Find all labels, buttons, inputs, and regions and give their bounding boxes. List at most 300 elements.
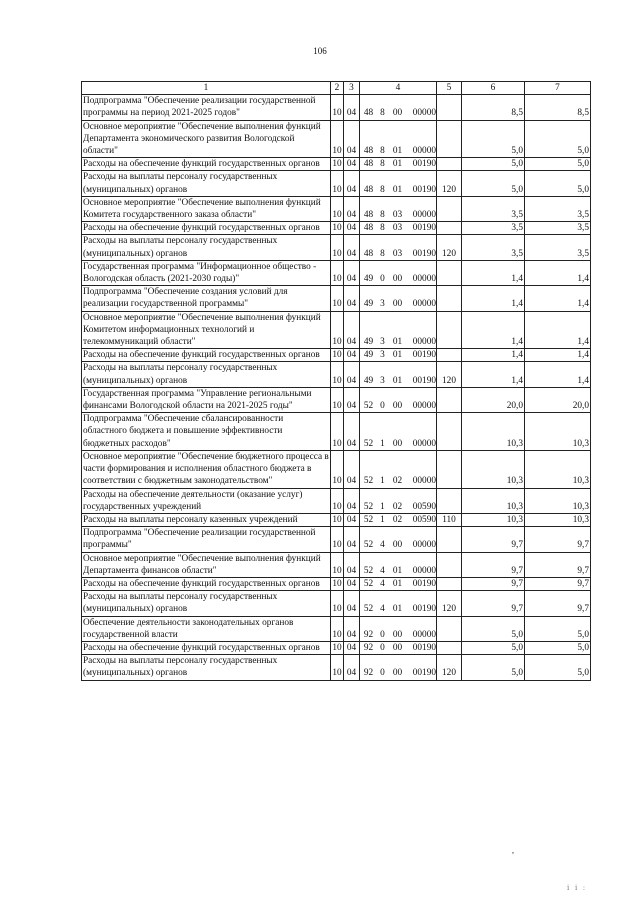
row-name: Государственная программа "Информационное общество - Вологодская область (2021-2030 годы)" <box>82 260 331 285</box>
subprogram-code: 1 <box>380 501 385 512</box>
target-article-code <box>360 120 437 158</box>
program-code: 48 <box>363 159 374 170</box>
subprogram-code: 3 <box>380 299 385 310</box>
direction-code: 00190 <box>412 375 436 386</box>
amount-col-7: 1,4 <box>525 311 591 349</box>
section-code: 10 <box>331 286 344 311</box>
subprogram-code: 8 <box>380 248 385 259</box>
target-article-code <box>360 450 437 488</box>
row-name: Подпрограмма "Обеспечение реализации государственной программы" <box>82 527 331 552</box>
amount-col-6: 10,3 <box>462 450 525 488</box>
direction-code: 00190 <box>412 248 436 259</box>
amount-col-6: 5,0 <box>462 616 525 641</box>
measure-code: 02 <box>392 501 403 512</box>
row-name: Расходы на обеспечение функций государственных органов <box>82 641 331 654</box>
subprogram-code: 1 <box>380 438 385 449</box>
subprogram-code: 4 <box>380 540 385 551</box>
measure-code: 00 <box>392 540 403 551</box>
table-row <box>82 413 591 451</box>
column-header: 1 <box>82 82 331 95</box>
subsection-code: 04 <box>344 616 360 641</box>
target-article-code <box>360 95 437 120</box>
table-row <box>82 171 591 196</box>
expense-type-code <box>437 158 462 171</box>
amount-col-7: 1,4 <box>525 349 591 362</box>
row-name: Подпрограмма "Обеспечение создания условий для реализации государственной программы" <box>82 286 331 311</box>
row-name: Подпрограмма "Обеспечение сбалансированности областного бюджета и повышение эффективности бюджетных расходов" <box>82 413 331 451</box>
direction-code: 00190 <box>412 350 436 361</box>
amount-col-7: 9,7 <box>525 552 591 577</box>
amount-col-6: 3,5 <box>462 235 525 260</box>
amount-col-6: 9,7 <box>462 527 525 552</box>
program-code: 92 <box>363 668 374 679</box>
amount-col-7: 9,7 <box>525 527 591 552</box>
target-article-code <box>360 527 437 552</box>
section-code: 10 <box>332 642 342 653</box>
subprogram-code: 8 <box>380 223 385 234</box>
row-name: Расходы на выплаты персоналу государственных (муниципальных) органов <box>82 235 331 260</box>
measure-code: 01 <box>392 578 403 589</box>
subsection-code: 04 <box>344 527 360 552</box>
subprogram-code: 0 <box>380 274 385 285</box>
budget-table <box>81 81 591 681</box>
table-row <box>82 552 591 577</box>
target-article-code <box>360 552 437 577</box>
subprogram-code: 8 <box>380 159 385 170</box>
row-name: Основное мероприятие "Обеспечение выполнения функций Комитета государственного заказа области" <box>82 196 331 221</box>
column-header: 4 <box>360 82 437 95</box>
table-row <box>82 158 591 171</box>
subsection-code: 04 <box>344 171 360 196</box>
expense-type-code <box>437 641 462 654</box>
table-row <box>82 641 591 654</box>
column-header: 6 <box>462 82 525 95</box>
expense-type-code <box>437 120 462 158</box>
amount-col-7: 5,0 <box>525 616 591 641</box>
direction-code: 00590 <box>412 501 436 512</box>
subsection-code: 04 <box>344 120 360 158</box>
table-row <box>82 196 591 221</box>
row-name: Подпрограмма "Обеспечение реализации государственной программы на период 2021-2025 годов" <box>82 95 331 120</box>
section-code: 10 <box>331 413 344 451</box>
expense-type-code: 120 <box>437 591 462 616</box>
section-code: 10 <box>331 311 344 349</box>
measure-code: 00 <box>392 299 403 310</box>
amount-col-6: 5,0 <box>462 120 525 158</box>
subsection-code: 04 <box>344 95 360 120</box>
measure-code: 01 <box>392 146 403 157</box>
direction-code: 00000 <box>412 540 436 551</box>
subprogram-code: 0 <box>380 401 385 412</box>
measure-code: 02 <box>392 476 403 487</box>
table-row <box>82 260 591 285</box>
amount-col-6: 5,0 <box>462 655 525 680</box>
measure-code: 01 <box>392 184 403 195</box>
expense-type-code: 110 <box>437 513 462 526</box>
measure-code: 00 <box>392 642 403 653</box>
target-article-code <box>360 260 437 285</box>
program-code: 48 <box>363 210 374 221</box>
target-article-code <box>360 577 437 590</box>
direction-code: 00000 <box>412 401 436 412</box>
amount-col-6: 8,5 <box>462 95 525 120</box>
amount-col-6: 3,5 <box>462 196 525 221</box>
subsection-code: 04 <box>344 349 360 362</box>
table-row <box>82 286 591 311</box>
row-name: Расходы на выплаты персоналу государственных (муниципальных) органов <box>82 655 331 680</box>
program-code: 52 <box>363 578 374 589</box>
amount-col-6: 1,4 <box>462 286 525 311</box>
target-article-code <box>360 311 437 349</box>
row-name: Расходы на обеспечение функций государственных органов <box>82 349 331 362</box>
target-article-code <box>360 362 437 387</box>
expense-type-code <box>437 95 462 120</box>
measure-code: 03 <box>392 248 403 259</box>
subsection-code: 04 <box>344 158 360 171</box>
expense-type-code <box>437 552 462 577</box>
table-row <box>82 349 591 362</box>
measure-code: 03 <box>392 223 403 234</box>
measure-code: 01 <box>392 375 403 386</box>
expense-type-code <box>437 488 462 513</box>
column-header: 7 <box>525 82 591 95</box>
measure-code: 01 <box>392 565 403 576</box>
direction-code: 00190 <box>412 604 436 615</box>
table-row <box>82 616 591 641</box>
expense-type-code <box>437 286 462 311</box>
amount-col-7: 10,3 <box>525 450 591 488</box>
row-name: Основное мероприятие "Обеспечение выполнения функций Комитетом информационных технологий и телекоммуникаций области" <box>82 311 331 349</box>
subprogram-code: 0 <box>380 668 385 679</box>
subprogram-code: 1 <box>380 514 385 525</box>
program-code: 48 <box>363 108 374 119</box>
program-code: 52 <box>363 401 374 412</box>
amount-col-6: 10,3 <box>462 413 525 451</box>
direction-code: 00000 <box>412 146 436 157</box>
column-header: 5 <box>437 82 462 95</box>
program-code: 48 <box>363 146 374 157</box>
amount-col-7: 3,5 <box>525 222 591 235</box>
expense-type-code <box>437 260 462 285</box>
direction-code: 00190 <box>412 223 436 234</box>
section-code: 10 <box>332 578 342 589</box>
expense-type-code: 120 <box>437 235 462 260</box>
header-row <box>82 82 591 95</box>
direction-code: 00000 <box>412 438 436 449</box>
amount-col-6: 9,7 <box>462 577 525 590</box>
section-code: 10 <box>332 514 342 525</box>
measure-code: 01 <box>392 159 403 170</box>
program-code: 92 <box>363 642 374 653</box>
target-article-code <box>360 196 437 221</box>
section-code: 10 <box>332 350 342 361</box>
program-code: 49 <box>363 337 374 348</box>
subprogram-code: 1 <box>380 476 385 487</box>
table-row <box>82 527 591 552</box>
expense-type-code <box>437 222 462 235</box>
table-row <box>82 450 591 488</box>
direction-code: 00190 <box>412 642 436 653</box>
row-name: Государственная программа "Управление региональными финансами Вологодской области на 2021-2025 годы" <box>82 387 331 412</box>
section-code: 10 <box>331 120 344 158</box>
amount-col-7: 8,5 <box>525 95 591 120</box>
subprogram-code: 8 <box>380 210 385 221</box>
amount-col-6: 20,0 <box>462 387 525 412</box>
table-row <box>82 120 591 158</box>
measure-code: 01 <box>392 337 403 348</box>
amount-col-7: 5,0 <box>525 171 591 196</box>
target-article-code <box>360 171 437 196</box>
amount-col-7: 20,0 <box>525 387 591 412</box>
corner-mark: ⅰ ⅰ : <box>567 884 587 892</box>
target-article-code <box>360 158 437 171</box>
section-code: 10 <box>332 159 342 170</box>
table-row <box>82 95 591 120</box>
program-code: 52 <box>363 501 374 512</box>
amount-col-6: 1,4 <box>462 349 525 362</box>
row-name: Расходы на обеспечение функций государственных органов <box>82 222 331 235</box>
section-code: 10 <box>331 387 344 412</box>
table-row <box>82 387 591 412</box>
subprogram-code: 4 <box>380 565 385 576</box>
column-header: 2 <box>331 82 344 95</box>
table-row <box>82 362 591 387</box>
program-code: 52 <box>363 476 374 487</box>
expense-type-code <box>437 387 462 412</box>
direction-code: 00000 <box>412 337 436 348</box>
subsection-code: 04 <box>344 311 360 349</box>
amount-col-7: 1,4 <box>525 286 591 311</box>
amount-col-7: 5,0 <box>525 655 591 680</box>
expense-type-code: 120 <box>437 362 462 387</box>
amount-col-6: 9,7 <box>462 552 525 577</box>
expense-type-code <box>437 577 462 590</box>
column-header: 3 <box>344 82 360 95</box>
section-code: 10 <box>331 527 344 552</box>
subprogram-code: 0 <box>380 642 385 653</box>
subsection-code: 04 <box>344 513 360 526</box>
target-article-code <box>360 655 437 680</box>
measure-code: 03 <box>392 210 403 221</box>
amount-col-7: 1,4 <box>525 362 591 387</box>
program-code: 49 <box>363 375 374 386</box>
direction-code: 00190 <box>412 159 436 170</box>
subsection-code: 04 <box>344 577 360 590</box>
measure-code: 00 <box>392 108 403 119</box>
target-article-code <box>360 513 437 526</box>
target-article-code <box>360 235 437 260</box>
expense-type-code <box>437 450 462 488</box>
table-row <box>82 655 591 680</box>
expense-type-code <box>437 196 462 221</box>
table-row <box>82 222 591 235</box>
measure-code: 00 <box>392 401 403 412</box>
section-code: 10 <box>331 235 344 260</box>
program-code: 92 <box>363 629 374 640</box>
direction-code: 00190 <box>412 668 436 679</box>
target-article-code <box>360 413 437 451</box>
page-number: 106 <box>313 46 327 56</box>
subsection-code: 04 <box>344 413 360 451</box>
amount-col-7: 3,5 <box>525 196 591 221</box>
target-article-code <box>360 591 437 616</box>
subsection-code: 04 <box>344 260 360 285</box>
target-article-code <box>360 349 437 362</box>
target-article-code <box>360 286 437 311</box>
row-name: Расходы на обеспечение деятельности (оказание услуг) государственных учреждений <box>82 488 331 513</box>
direction-code: 00000 <box>412 565 436 576</box>
row-name: Расходы на выплаты персоналу государственных (муниципальных) органов <box>82 362 331 387</box>
row-name: Расходы на выплаты персоналу государственных (муниципальных) органов <box>82 171 331 196</box>
subprogram-code: 3 <box>380 337 385 348</box>
direction-code: 00000 <box>412 210 436 221</box>
expense-type-code <box>437 527 462 552</box>
subsection-code: 04 <box>344 235 360 260</box>
amount-col-6: 5,0 <box>462 158 525 171</box>
target-article-code <box>360 488 437 513</box>
section-code: 10 <box>331 552 344 577</box>
amount-col-7: 9,7 <box>525 591 591 616</box>
section-code: 10 <box>331 362 344 387</box>
direction-code: 00000 <box>412 274 436 285</box>
subsection-code: 04 <box>344 196 360 221</box>
program-code: 48 <box>363 248 374 259</box>
measure-code: 02 <box>392 514 403 525</box>
amount-col-7: 9,7 <box>525 577 591 590</box>
row-name: Обеспечение деятельности законодательных органов государственной власти <box>82 616 331 641</box>
table-row <box>82 577 591 590</box>
amount-col-7: 5,0 <box>525 641 591 654</box>
amount-col-6: 1,4 <box>462 362 525 387</box>
section-code: 10 <box>331 450 344 488</box>
target-article-code <box>360 641 437 654</box>
row-name: Расходы на обеспечение функций государственных органов <box>82 158 331 171</box>
target-article-code <box>360 616 437 641</box>
expense-type-code <box>437 311 462 349</box>
subsection-code: 04 <box>344 286 360 311</box>
amount-col-7: 5,0 <box>525 120 591 158</box>
amount-col-7: 5,0 <box>525 158 591 171</box>
amount-col-6: 5,0 <box>462 171 525 196</box>
section-code: 10 <box>331 260 344 285</box>
program-code: 52 <box>363 438 374 449</box>
subsection-code: 04 <box>344 488 360 513</box>
subsection-code: 04 <box>344 552 360 577</box>
measure-code: 00 <box>392 438 403 449</box>
section-code: 10 <box>331 591 344 616</box>
subprogram-code: 8 <box>380 184 385 195</box>
subprogram-code: 4 <box>380 604 385 615</box>
expense-type-code <box>437 413 462 451</box>
expense-type-code <box>437 349 462 362</box>
amount-col-6: 9,7 <box>462 591 525 616</box>
row-name: Расходы на выплаты персоналу государственных (муниципальных) органов <box>82 591 331 616</box>
amount-col-6: 1,4 <box>462 311 525 349</box>
subsection-code: 04 <box>344 591 360 616</box>
program-code: 52 <box>363 565 374 576</box>
direction-code: 00000 <box>412 629 436 640</box>
table-row <box>82 513 591 526</box>
program-code: 49 <box>363 350 374 361</box>
subsection-code: 04 <box>344 387 360 412</box>
program-code: 52 <box>363 514 374 525</box>
expense-type-code: 120 <box>437 655 462 680</box>
expense-type-code <box>437 616 462 641</box>
subsection-code: 04 <box>344 641 360 654</box>
program-code: 48 <box>363 184 374 195</box>
amount-col-6: 1,4 <box>462 260 525 285</box>
subprogram-code: 8 <box>380 108 385 119</box>
subsection-code: 04 <box>344 655 360 680</box>
direction-code: 00000 <box>412 299 436 310</box>
measure-code: 00 <box>392 629 403 640</box>
stray-mark: , <box>512 846 514 855</box>
direction-code: 00190 <box>412 578 436 589</box>
amount-col-7: 3,5 <box>525 235 591 260</box>
amount-col-6: 3,5 <box>462 222 525 235</box>
amount-col-7: 10,3 <box>525 513 591 526</box>
program-code: 49 <box>363 274 374 285</box>
direction-code: 00190 <box>412 184 436 195</box>
program-code: 48 <box>363 223 374 234</box>
subprogram-code: 0 <box>380 629 385 640</box>
direction-code: 00590 <box>412 514 436 525</box>
subsection-code: 04 <box>344 362 360 387</box>
subprogram-code: 4 <box>380 578 385 589</box>
row-name: Расходы на выплаты персоналу казенных учреждений <box>82 513 331 526</box>
measure-code: 01 <box>392 604 403 615</box>
amount-col-7: 10,3 <box>525 488 591 513</box>
table-row <box>82 591 591 616</box>
amount-col-7: 1,4 <box>525 260 591 285</box>
target-article-code <box>360 387 437 412</box>
section-code: 10 <box>331 171 344 196</box>
section-code: 10 <box>331 196 344 221</box>
program-code: 52 <box>363 540 374 551</box>
row-name: Расходы на обеспечение функций государственных органов <box>82 577 331 590</box>
row-name: Основное мероприятие "Обеспечение выполнения функций Департамента экономического развития Вологодской области" <box>82 120 331 158</box>
table-row <box>82 235 591 260</box>
section-code: 10 <box>331 95 344 120</box>
subsection-code: 04 <box>344 450 360 488</box>
table-row <box>82 311 591 349</box>
amount-col-7: 10,3 <box>525 413 591 451</box>
table-body <box>82 95 591 680</box>
direction-code: 00000 <box>412 108 436 119</box>
row-name: Основное мероприятие "Обеспечение выполнения функций Департамента финансов области" <box>82 552 331 577</box>
subsection-code: 04 <box>344 222 360 235</box>
program-code: 49 <box>363 299 374 310</box>
section-code: 10 <box>331 655 344 680</box>
section-code: 10 <box>331 488 344 513</box>
amount-col-6: 10,3 <box>462 513 525 526</box>
table-row <box>82 488 591 513</box>
subprogram-code: 8 <box>380 146 385 157</box>
section-code: 10 <box>332 223 342 234</box>
subprogram-code: 3 <box>380 375 385 386</box>
measure-code: 00 <box>392 668 403 679</box>
section-code: 10 <box>331 616 344 641</box>
row-name: Основное мероприятие "Обеспечение бюджетного процесса в части формирования и исполнения областного бюджета в соответствии с бюджетным законодательством" <box>83 451 329 487</box>
target-article-code <box>360 222 437 235</box>
program-code: 52 <box>363 604 374 615</box>
amount-col-6: 10,3 <box>462 488 525 513</box>
measure-code: 00 <box>392 274 403 285</box>
amount-col-6: 5,0 <box>462 641 525 654</box>
subprogram-code: 3 <box>380 350 385 361</box>
measure-code: 01 <box>392 350 403 361</box>
expense-type-code: 120 <box>437 171 462 196</box>
